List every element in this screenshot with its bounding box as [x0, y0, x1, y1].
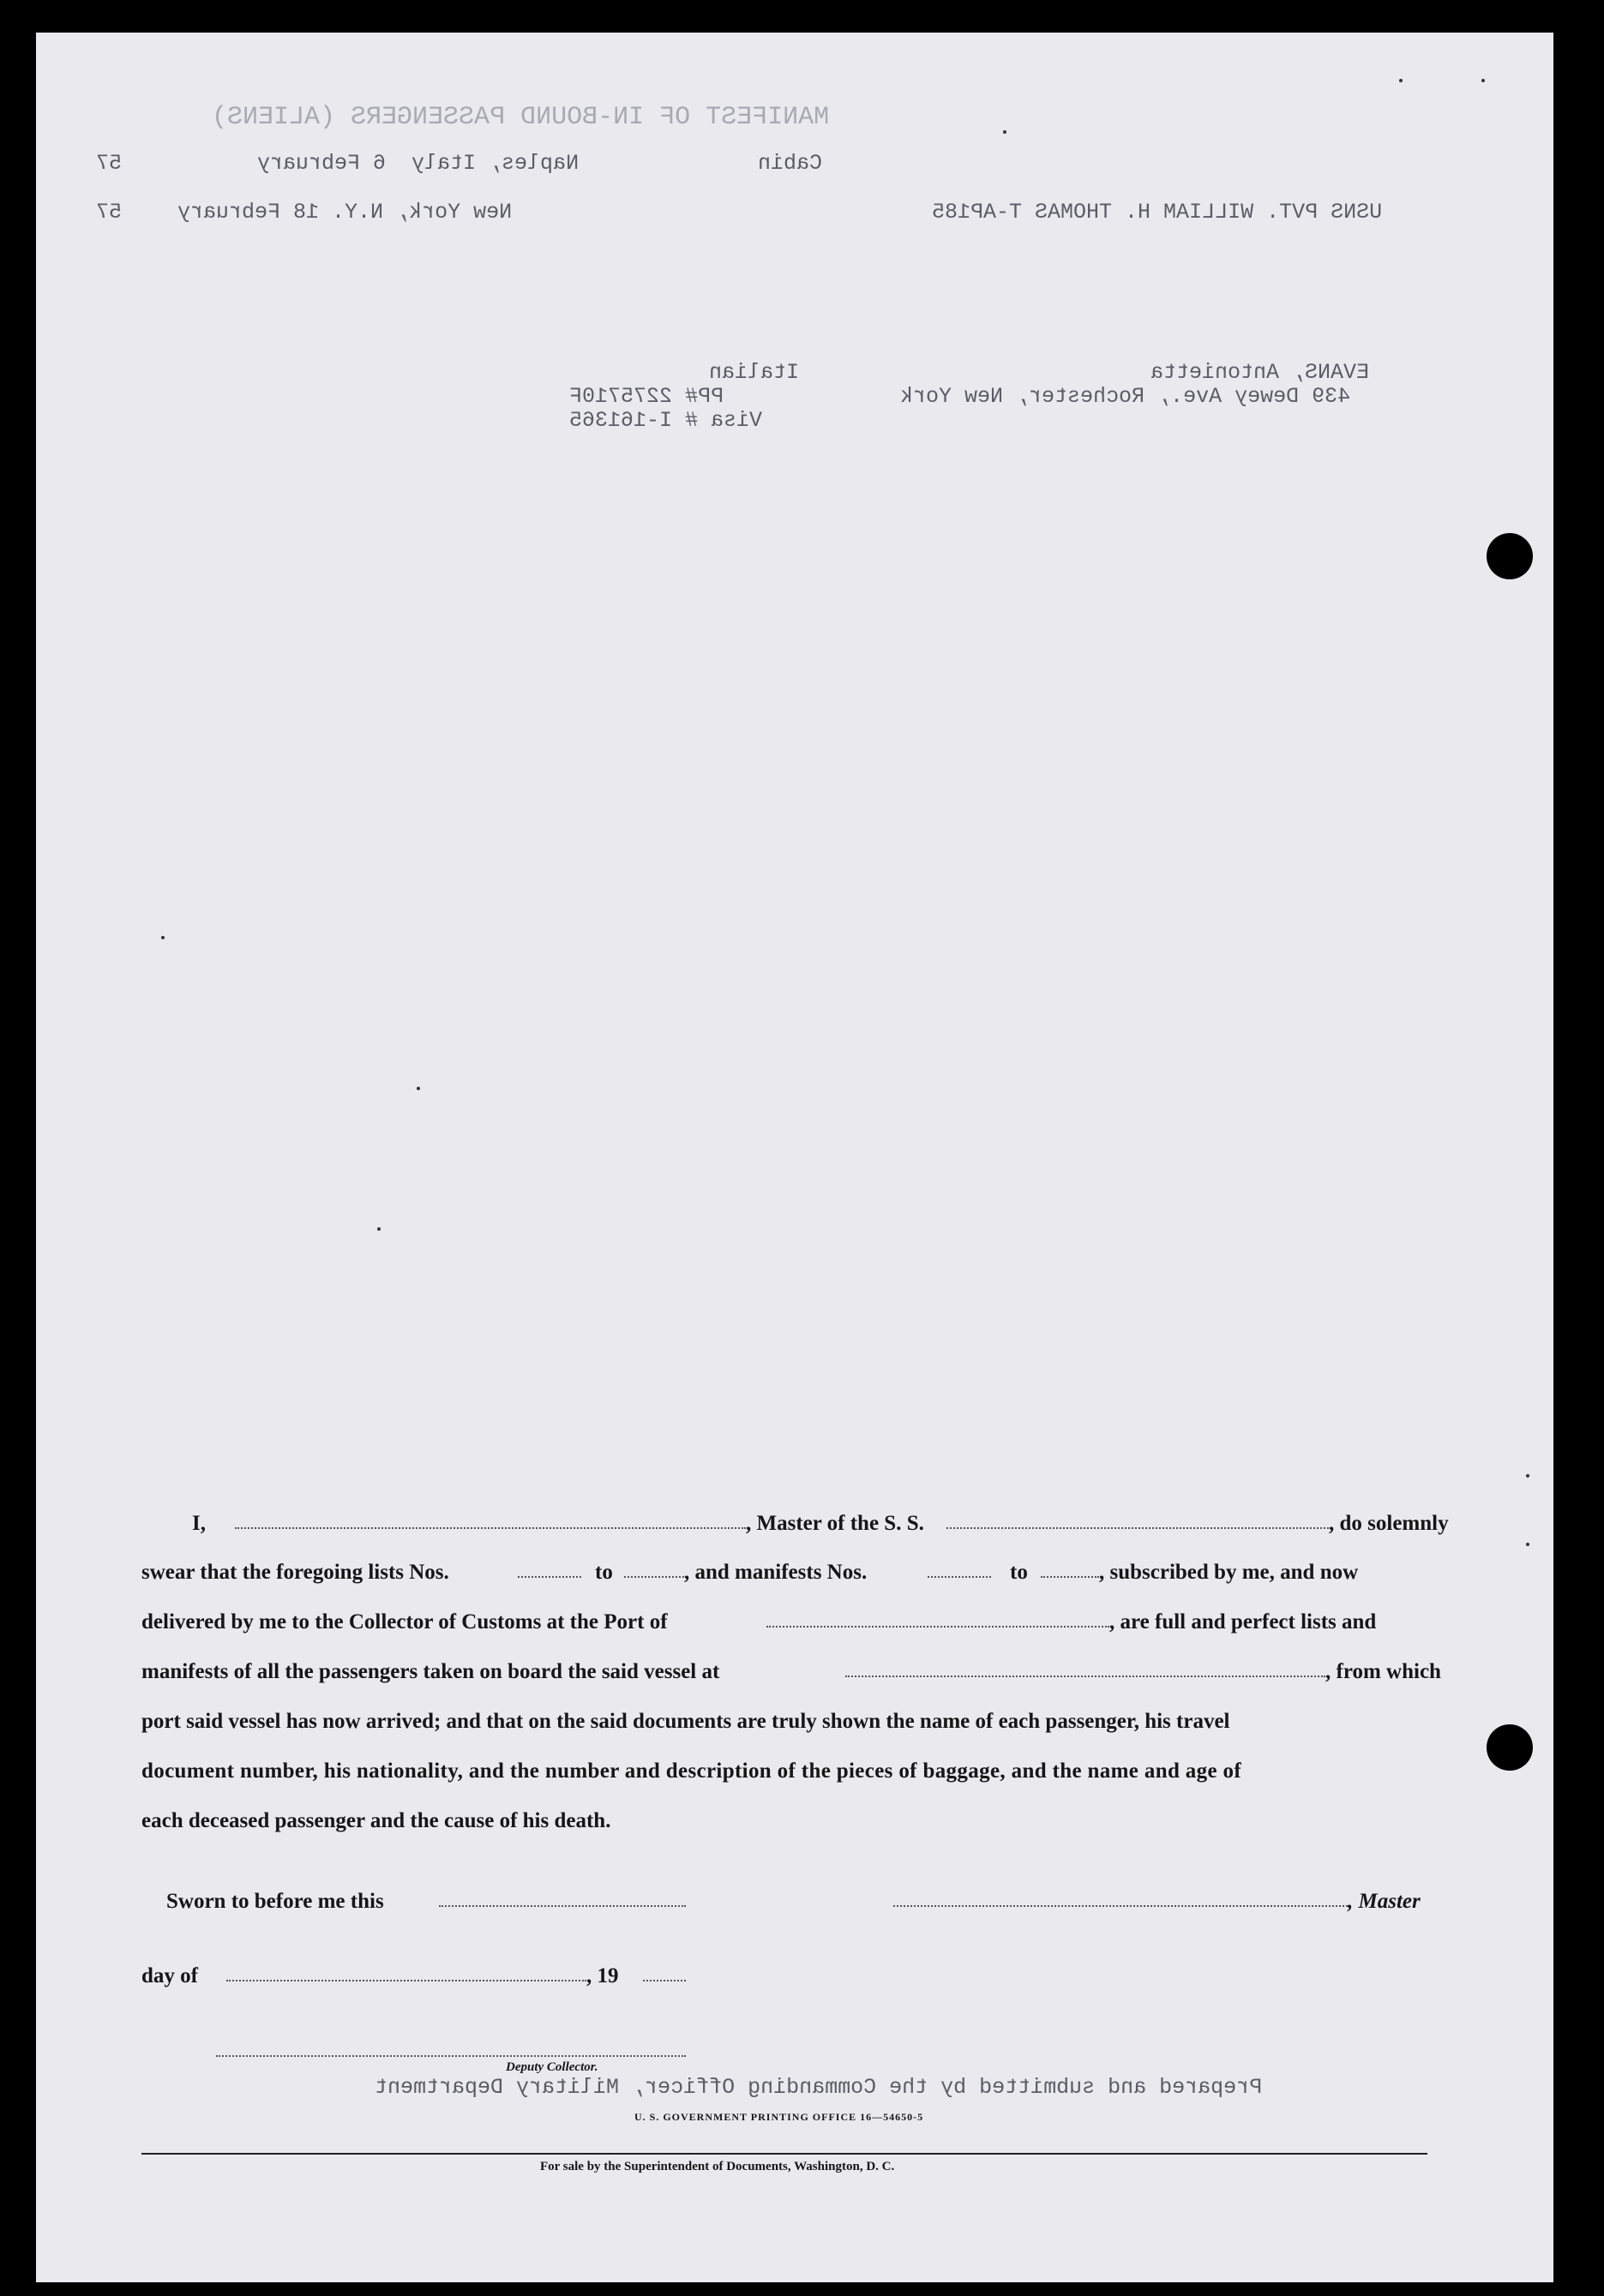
bleed-class: Cabin — [758, 151, 823, 176]
oath-line-7: each deceased passenger and the cause of his death. — [141, 1809, 611, 1832]
oath-line-6: document number, his nationality, and the number and description of the pieces of baggage, and the name and age of — [141, 1759, 1242, 1783]
oath-line-1-end: , do solemnly — [1329, 1512, 1449, 1535]
manifests-from-line — [928, 1576, 991, 1578]
year-label: , 19 — [586, 1964, 619, 1987]
day-of-line — [226, 1980, 586, 1981]
year-line — [643, 1980, 686, 1981]
oath-line-2-start: swear that the foregoing lists Nos. — [141, 1561, 449, 1584]
bleed-departure: Naples, Italy 6 February — [257, 151, 580, 176]
gpo-imprint: U. S. GOVERNMENT PRINTING OFFICE 16—54650-5 — [634, 2111, 924, 2123]
master-signature-line — [893, 1905, 1348, 1907]
speck — [377, 1227, 381, 1231]
lists-from-line — [518, 1576, 581, 1578]
ship-name-line — [946, 1527, 1329, 1529]
bleed-passenger-address: 439 Dewey Ave., Rochester, New York — [900, 384, 1351, 409]
bleed-ship-name: USNS PVT. WILLIAM H. THOMAS T-AP185 — [932, 200, 1383, 225]
bleed-arrival-year: 57 — [96, 200, 123, 225]
oath-line-2-end: , subscribed by me, and now — [1099, 1561, 1359, 1584]
speck — [1003, 130, 1006, 134]
manifests-to-line — [1041, 1576, 1099, 1578]
deputy-collector-line — [216, 2055, 686, 2057]
manifest-page — [36, 33, 1553, 2282]
lists-to-line — [624, 1576, 684, 1578]
speck — [417, 1087, 420, 1090]
sworn-date-line — [439, 1905, 686, 1907]
bleed-footer-note: Prepared and submitted by the Commanding Officer, Military Department — [375, 2075, 1263, 2100]
oath-line-3-end: , are full and perfect lists and — [1109, 1610, 1377, 1634]
bleed-manifest-title: MANIFEST OF IN-BOUND PASSENGERS (ALIENS) — [212, 103, 830, 132]
day-of-label: day of — [141, 1964, 198, 1987]
oath-line-5: port said vessel has now arrived; and that on the said documents are truly shown the name of each passenger, his travel — [141, 1710, 1230, 1733]
bleed-arrival: New York, N.Y. 18 February — [177, 200, 513, 225]
bleed-visa: Visa # I-161365 — [569, 408, 763, 433]
speck — [1399, 79, 1403, 82]
oath-line-4-end: , from which — [1325, 1660, 1441, 1683]
oath-line-3-start: delivered by me to the Collector of Customs at the Port of — [141, 1610, 668, 1634]
oath-line-1-start: I, — [192, 1512, 206, 1535]
sale-notice: For sale by the Superintendent of Documents, Washington, D. C. — [540, 2160, 895, 2173]
master-label: , Master — [1348, 1890, 1421, 1913]
speck — [1526, 1474, 1529, 1478]
bleed-passenger-name: EVANS, Antonietta — [1150, 360, 1370, 385]
deputy-collector-label: Deputy Collector. — [506, 2060, 598, 2074]
sworn-label: Sworn to before me this — [166, 1890, 384, 1913]
oath-line-2-to2: to — [1010, 1561, 1028, 1584]
bleed-travel-doc: PP# 2275710F — [569, 384, 724, 409]
master-name-line — [235, 1527, 746, 1529]
punch-hole-top — [1487, 533, 1533, 579]
speck — [1481, 79, 1485, 82]
oath-line-2-manifests: , and manifests Nos. — [684, 1561, 868, 1584]
port-line — [766, 1626, 1109, 1628]
punch-hole-bottom — [1487, 1724, 1533, 1771]
footer-rule — [141, 2153, 1427, 2155]
bleed-nationality: Italian — [709, 360, 800, 385]
oath-line-1-mid: , Master of the S. S. — [746, 1512, 924, 1535]
bleed-departure-year: 57 — [96, 151, 123, 176]
embark-port-line — [845, 1676, 1325, 1677]
oath-line-4-start: manifests of all the passengers taken on board the said vessel at — [141, 1660, 720, 1683]
speck — [1526, 1543, 1529, 1546]
speck — [161, 936, 165, 939]
oath-line-2-to: to — [595, 1561, 613, 1584]
